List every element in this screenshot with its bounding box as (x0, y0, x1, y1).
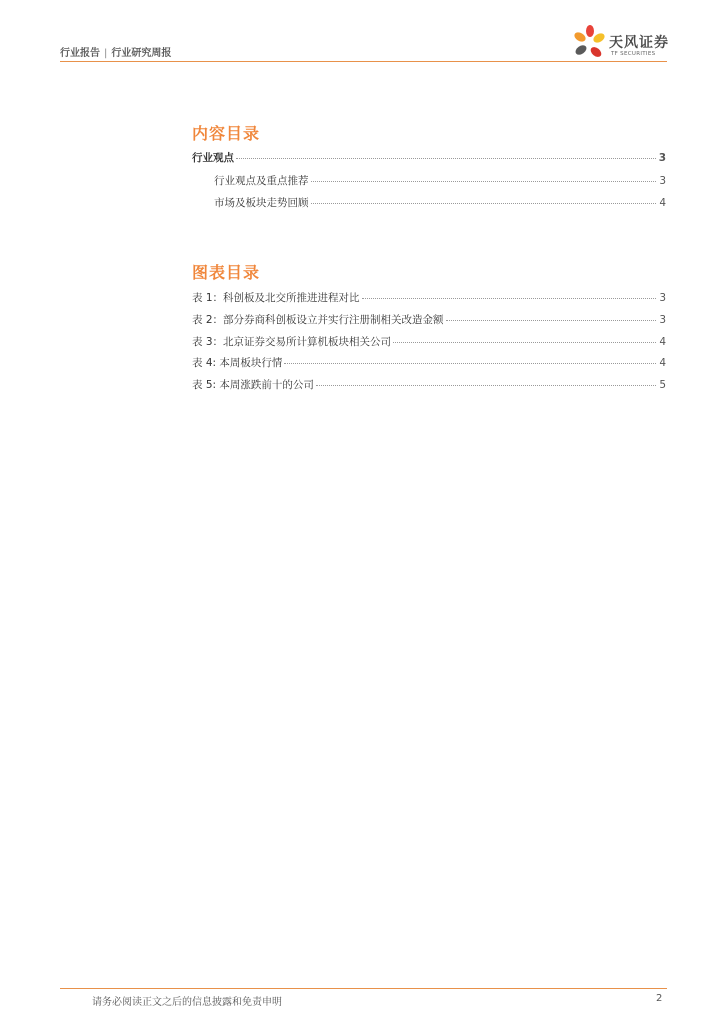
figure-leader-dots (393, 342, 656, 343)
figure-item-page: 4 (659, 336, 666, 348)
figure-item-label: 表 3：北京证券交易所计算机板块相关公司 (192, 336, 392, 348)
header-divider (60, 61, 667, 62)
logo-name: 天风证券 (609, 35, 669, 51)
company-logo (572, 24, 672, 60)
figure-item-page: 3 (659, 314, 666, 326)
figure-item-page: 3 (659, 292, 666, 304)
figure-leader-dots (362, 298, 656, 299)
figure-item-2[interactable] (192, 312, 666, 327)
figure-leader-dots (316, 385, 656, 386)
figure-item-3[interactable] (192, 334, 666, 349)
toc-item-key-picks[interactable] (214, 173, 666, 188)
toc-leader-dots (236, 158, 656, 159)
flower-logo-icon (572, 24, 606, 60)
toc-leader-dots (311, 203, 657, 204)
footer-disclaimer: 请务必阅读正文之后的信息披露和免责申明 (92, 997, 282, 1008)
toc-item-label: 市场及板块走势回顾 (214, 197, 309, 209)
figure-leader-dots (446, 320, 656, 321)
toc-item-page: 4 (659, 197, 666, 209)
figure-item-page: 4 (659, 357, 666, 369)
figure-item-5[interactable] (192, 377, 666, 392)
figure-leader-dots (284, 363, 656, 364)
header-subcategory: 行业研究周报 (111, 48, 172, 59)
toc-item-page: 3 (659, 175, 666, 187)
footer-divider (60, 988, 667, 989)
toc-item-label: 行业观点及重点推荐 (214, 175, 309, 187)
toc-item-industry-view[interactable] (192, 150, 666, 165)
header-separator: | (104, 48, 108, 59)
figure-item-label: 表 5: 本周涨跌前十的公司 (192, 379, 314, 391)
toc-item-label: 行业观点 (192, 152, 234, 164)
figure-item-4[interactable] (192, 355, 666, 370)
logo-english-name: TF SECURITIES (611, 51, 656, 57)
toc-leader-dots (311, 181, 657, 182)
toc-item-page: 3 (658, 152, 666, 164)
figure-item-1[interactable] (192, 290, 666, 305)
figure-item-label: 表 1：科创板及北交所推进进程对比 (192, 292, 360, 304)
figure-item-label: 表 2：部分券商科创板设立并实行注册制相关改造金额 (192, 314, 444, 326)
figure-item-page: 5 (659, 379, 666, 391)
figure-item-label: 表 4: 本周板块行情 (192, 357, 283, 369)
header-breadcrumb (60, 44, 171, 59)
footer-page-number: 2 (656, 993, 663, 1004)
toc-item-market-review[interactable] (214, 195, 666, 210)
header-category: 行业报告 (60, 48, 100, 59)
toc-title: 内容目录 (192, 124, 261, 143)
figures-title: 图表目录 (192, 263, 261, 282)
